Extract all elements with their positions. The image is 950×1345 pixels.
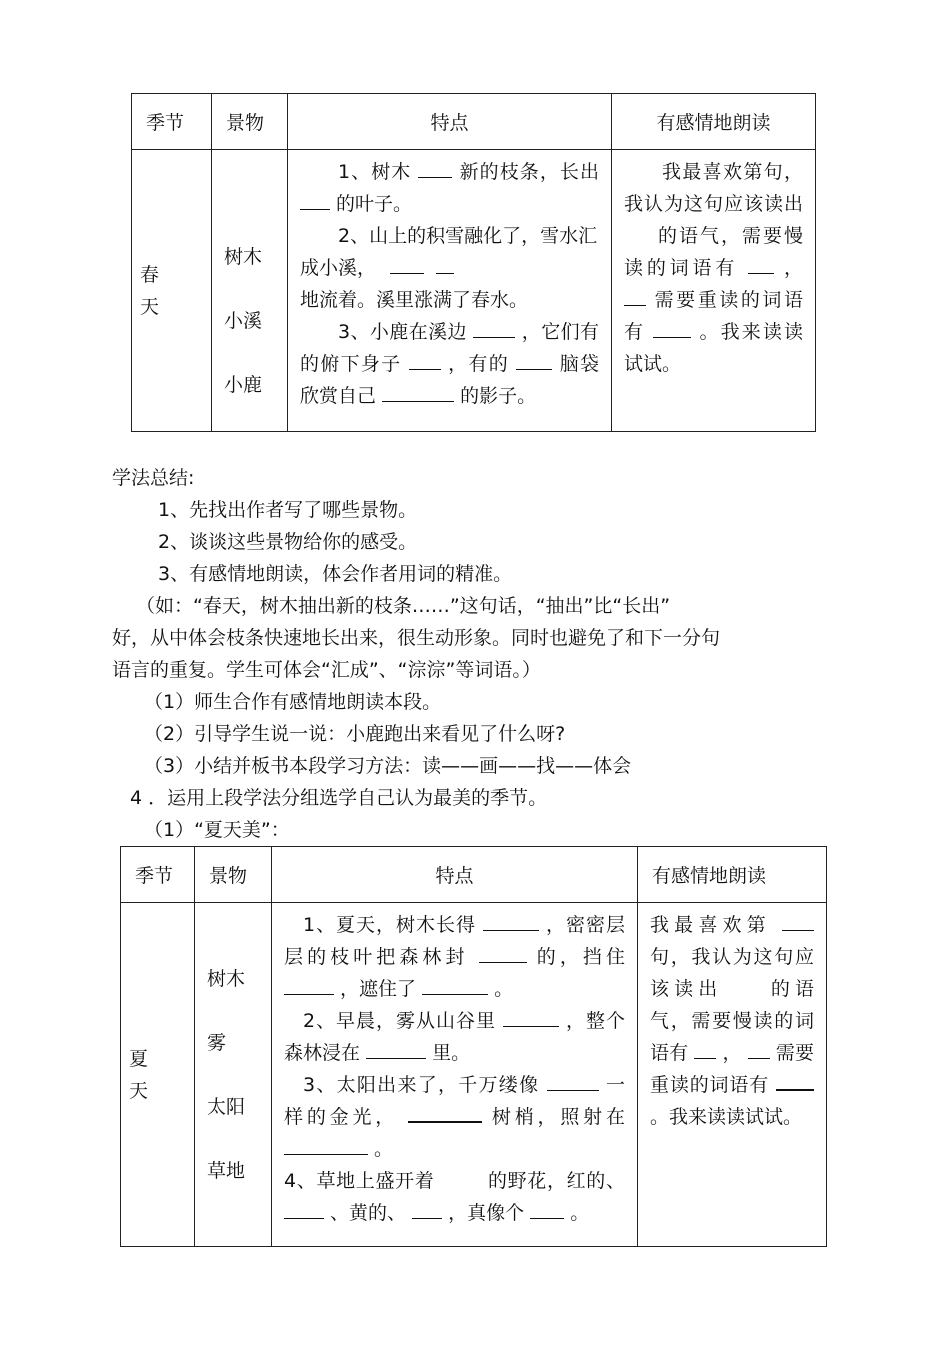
reading-text: 我最喜欢第句，我认为这句应该读出 的语气，需要慢读的词语有 ， 需要重读的词语有 。我来读读试试。 (624, 161, 803, 375)
blank[interactable] (284, 1136, 368, 1155)
blank[interactable] (483, 912, 539, 931)
blank[interactable] (624, 224, 650, 242)
scene-item: 太阳 (207, 1095, 246, 1118)
summary-item: 3、有感情地朗读，体会作者用词的精准。 (158, 563, 513, 585)
summary-note-line: （如：“春天，树木抽出新的枝条……”这句话，“抽出”比“长出” (136, 595, 671, 617)
summary-title: 学法总结: (112, 467, 195, 489)
blank[interactable] (776, 1071, 814, 1091)
blank[interactable] (436, 255, 454, 274)
header-traits: 特点 (288, 94, 612, 150)
season-cell (132, 150, 212, 432)
blank[interactable] (748, 255, 774, 274)
season-char: 夏 (129, 1047, 149, 1070)
blank[interactable] (473, 319, 515, 338)
summary-item-4: 4 ．运用上段学法分组选学自己认为最美的季节。 (130, 787, 548, 809)
header-season: 季节 (121, 847, 195, 903)
summary-sub-1: （1）“夏天美”： (144, 819, 290, 841)
scene-item: 树木 (224, 245, 263, 268)
summary-note-line: 语言的重复。学生可体会“汇成”、“淙淙”等词语。） (112, 659, 541, 681)
summary-note-line: 好，从中体会枝条快速地长出来，很生动形象。同时也避免了和下一分句 (112, 627, 721, 649)
summer-table-body-row (121, 903, 827, 1247)
blank[interactable] (694, 1040, 716, 1059)
blank[interactable] (284, 1200, 324, 1219)
header-traits: 特点 (272, 847, 638, 903)
scenery-cell (195, 903, 272, 1247)
header-reading: 有感情地朗读 (638, 847, 827, 903)
blank[interactable] (300, 191, 330, 210)
blank[interactable] (382, 383, 454, 402)
spring-table (131, 93, 816, 432)
header-season: 季节 (132, 94, 212, 150)
summary-step: （1）师生合作有感情地朗读本段。 (144, 691, 442, 713)
scene-item: 小鹿 (224, 373, 263, 396)
season-cell (121, 903, 195, 1247)
trait-item: 3、太阳出来了，千万缕像 一样的金光， 树梢，照射在 。 (284, 1074, 625, 1160)
reading-cell (638, 903, 827, 1247)
blank[interactable] (408, 1103, 482, 1123)
blank[interactable] (624, 287, 646, 306)
trait-item: 3、小鹿在溪边 ，它们有的俯下身子 ，有的 脑袋欣赏自己 的影子。 (300, 321, 599, 407)
trait-item: 2、山上的积雪融化了，雪水汇成小溪， 地流着。溪里涨满了春水。 (300, 225, 598, 311)
trait-item: 1、树木 新的枝条，长出 的叶子。 (300, 156, 599, 220)
traits-cell (288, 150, 612, 432)
scene-item: 小溪 (224, 309, 263, 332)
blank[interactable] (547, 1072, 599, 1091)
blank[interactable] (441, 1169, 481, 1187)
blank[interactable] (516, 351, 552, 370)
trait-item: 4、草地上盛开着 的野花，红的、 、黄的、 ，真像个 。 (284, 1170, 625, 1224)
reading-cell (612, 150, 816, 432)
scene-item: 树木 (207, 967, 246, 990)
blank[interactable] (530, 1200, 564, 1219)
header-scenery: 景物 (212, 94, 288, 150)
summer-table-header-row (121, 847, 827, 903)
blank[interactable] (734, 977, 760, 995)
header-scenery: 景物 (195, 847, 272, 903)
summer-table (120, 846, 827, 1247)
trait-item: 1、夏天，树木长得 ，密密层层的枝叶把森林封 的，挡住 ，遮住了 。 (284, 914, 625, 1000)
summary-item: 2、谈谈这些景物给你的感受。 (158, 531, 418, 553)
blank[interactable] (479, 944, 527, 963)
trait-item: 2、早晨，雾从山谷里 ，整个森林浸在 里。 (284, 1010, 625, 1064)
summary-item: 1、先找出作者写了哪些景物。 (158, 499, 418, 521)
blank[interactable] (366, 1040, 426, 1059)
spring-table-header-row (132, 94, 816, 150)
blank[interactable] (503, 1008, 559, 1027)
spring-table-body-row (132, 150, 816, 432)
blank[interactable] (284, 976, 334, 995)
blank[interactable] (418, 159, 452, 178)
summary-step: （2）引导学生说一说：小鹿跑出来看见了什么呀? (144, 723, 566, 745)
scene-item: 雾 (207, 1031, 227, 1054)
header-reading: 有感情地朗读 (612, 94, 816, 150)
scenery-cell (212, 150, 288, 432)
season-char: 天 (129, 1079, 149, 1102)
blank[interactable] (748, 1040, 770, 1059)
blank[interactable] (390, 255, 424, 274)
scene-item: 草地 (207, 1159, 246, 1182)
summary-step: （3）小结并板书本段学习方法：读——画——找——体会 (144, 755, 632, 777)
blank[interactable] (653, 319, 691, 338)
blank[interactable] (422, 976, 488, 995)
traits-cell (272, 903, 638, 1247)
reading-text: 我最喜欢第 句，我认为这句应该读出 的语气，需要慢读的词语有 ， 需要重读的词语有 。我来读读试试。 (650, 914, 814, 1128)
blank[interactable] (412, 1200, 442, 1219)
season-char: 春 (140, 263, 160, 286)
season-char: 天 (140, 295, 160, 318)
blank[interactable] (409, 351, 441, 370)
blank[interactable] (782, 912, 814, 931)
